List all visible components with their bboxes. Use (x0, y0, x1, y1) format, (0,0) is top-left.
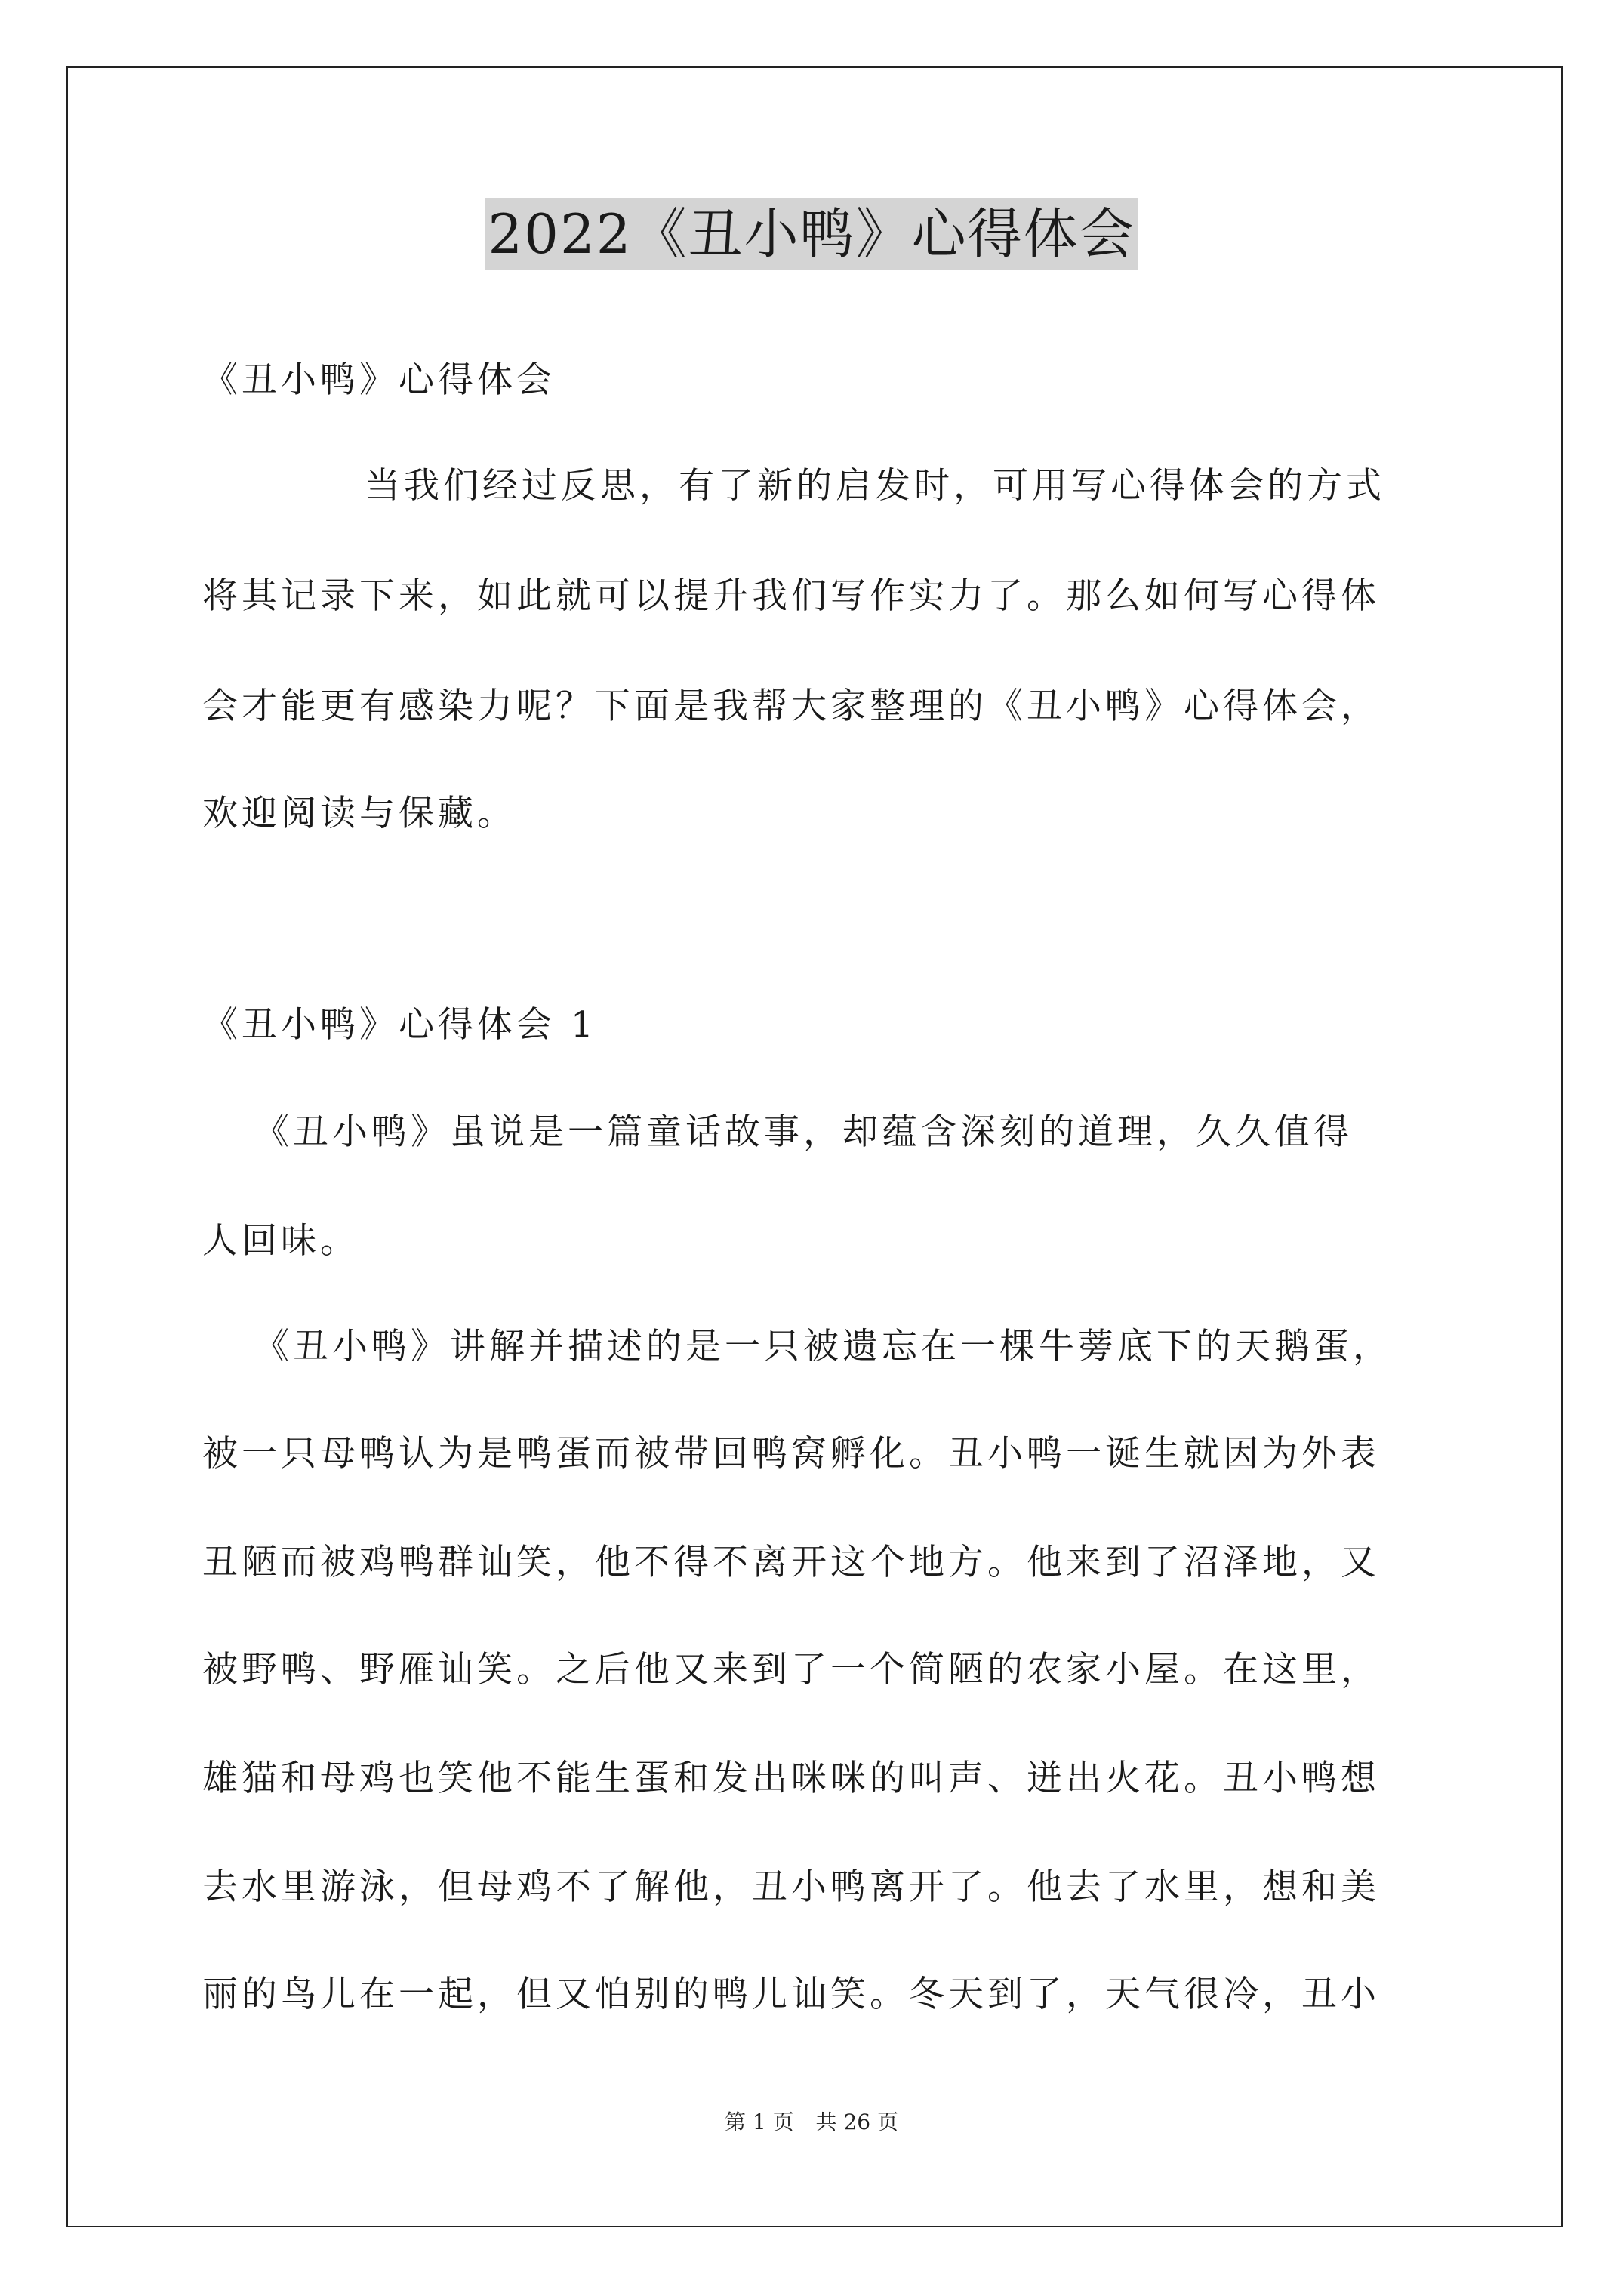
total-pages: 共 26 页 (815, 2110, 898, 2134)
paragraph1-line-2: 人回味。 (202, 1220, 359, 1262)
paragraph2-line-5: 雄猫和母鸡也笑他不能生蛋和发出咪咪的叫声、迸出火花。丑小鸭想 (202, 1758, 1380, 1799)
paragraph2-line-2: 被一只母鸭认为是鸭蛋而被带回鸭窝孵化。丑小鸭一诞生就因为外表 (202, 1433, 1380, 1475)
page-number: 第 1 页 (725, 2110, 794, 2134)
intro-line-4: 欢迎阅读与保藏。 (202, 793, 516, 834)
title-container (0, 198, 1623, 270)
section-heading: 《丑小鸭》心得体会 1 (202, 1004, 597, 1046)
paragraph2-line-1: 《丑小鸭》讲解并描述的是一只被遗忘在一棵牛蒡底下的天鹅蛋， (254, 1326, 1392, 1367)
intro-line-1: 当我们经过反思，有了新的启发时，可用写心得体会的方式 (365, 465, 1385, 507)
paragraph2-line-7: 丽的鸟儿在一起，但又怕别的鸭儿讪笑。冬天到了，天气很冷，丑小 (202, 1974, 1380, 2015)
page-footer (0, 2109, 1623, 2136)
subtitle: 《丑小鸭》心得体会 (202, 359, 556, 401)
paragraph2-line-4: 被野鸭、野雁讪笑。之后他又来到了一个简陋的农家小屋。在这里， (202, 1649, 1380, 1690)
paragraph1-line-1: 《丑小鸭》虽说是一篇童话故事，却蕴含深刻的道理，久久值得 (254, 1111, 1353, 1153)
paragraph2-line-6: 去水里游泳，但母鸡不了解他，丑小鸭离开了。他去了水里，想和美 (202, 1866, 1380, 1908)
document-title: 2022《丑小鸭》心得体会 (485, 198, 1138, 270)
paragraph2-line-3: 丑陋而被鸡鸭群讪笑，他不得不离开这个地方。他来到了沼泽地，又 (202, 1542, 1380, 1583)
intro-line-2: 将其记录下来，如此就可以提升我们写作实力了。那么如何写心得体 (202, 575, 1380, 617)
intro-line-3: 会才能更有感染力呢？下面是我帮大家整理的《丑小鸭》心得体会， (202, 686, 1380, 727)
